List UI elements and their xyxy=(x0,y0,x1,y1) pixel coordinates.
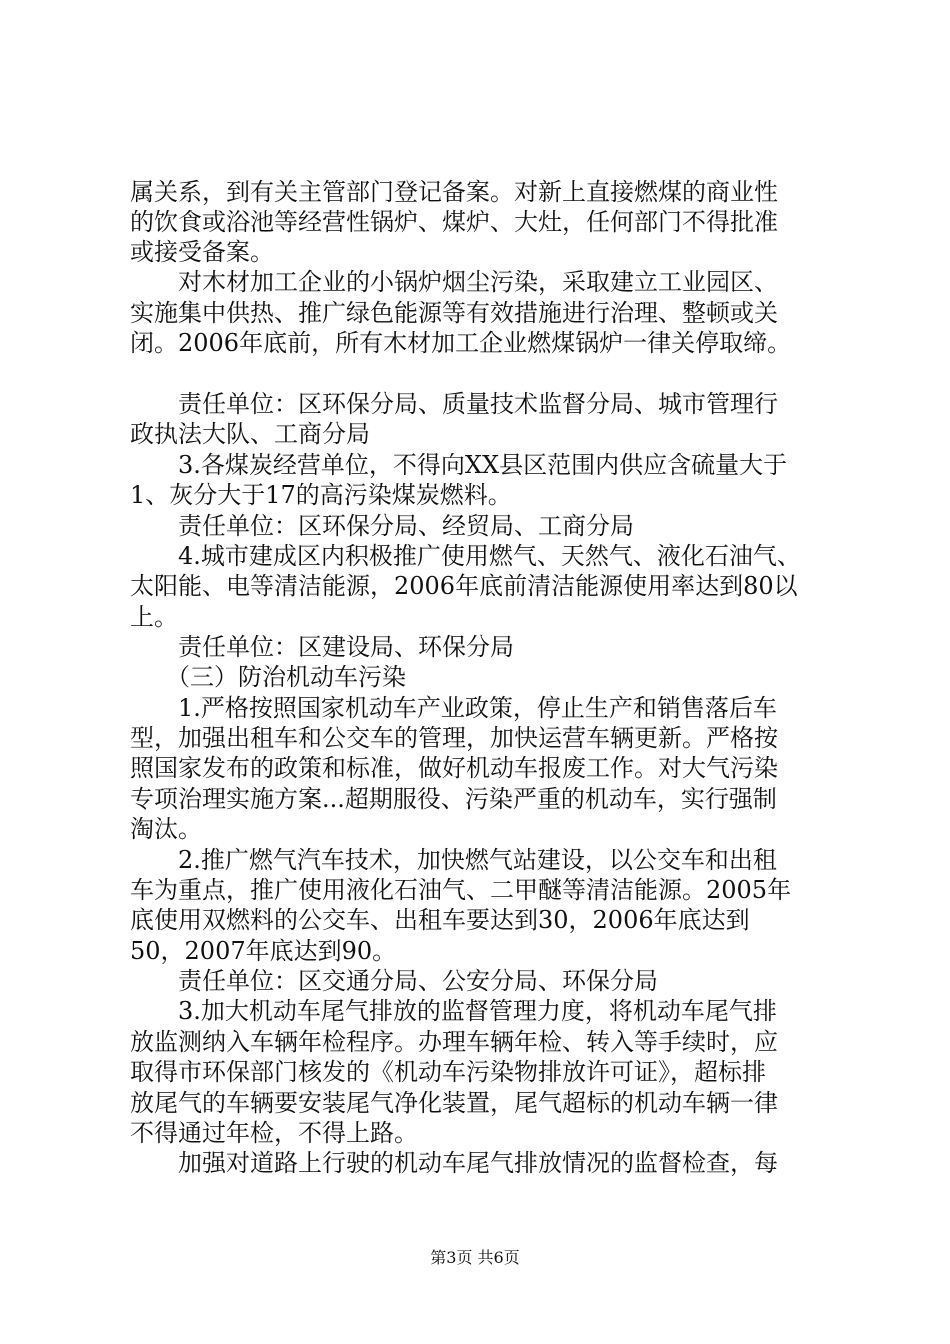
text-line: 底使用双燃料的公交车、出租车要达到30，2006年底达到 xyxy=(130,906,750,934)
text-line: 政执法大队、工商分局 xyxy=(130,420,370,448)
text-line: 上。 xyxy=(130,603,178,631)
page-number-footer: 第3页 共6页 xyxy=(430,1248,520,1267)
text-line: 太阳能、电等清洁能源，2006年底前清洁能源使用率达到80以 xyxy=(130,572,798,600)
text-line: 不得通过年检，不得上路。 xyxy=(130,1119,418,1147)
text-line: 责任单位：区环保分局、经贸局、工商分局 xyxy=(130,512,634,540)
section-heading: （三）防治机动车污染 xyxy=(130,663,406,691)
text-line: 4.城市建成区内积极推广使用燃气、天然气、液化石油气、 xyxy=(130,542,801,570)
text-line: 责任单位：区交通分局、公安分局、环保分局 xyxy=(130,967,658,995)
text-line: 实施集中供热、推广绿色能源等有效措施进行治理、整顿或关 xyxy=(130,299,778,327)
text-line: 淘汰。 xyxy=(130,815,202,843)
text-line: 放尾气的车辆要安装尾气净化装置，尾气超标的机动车辆一律 xyxy=(130,1089,778,1117)
text-line: 50，2007年底达到90。 xyxy=(130,937,397,965)
text-line: 或接受备案。 xyxy=(130,238,274,266)
text-line: 专项治理实施方案...超期服役、污染严重的机动车，实行强制 xyxy=(130,785,777,813)
text-line: 2.推广燃气汽车技术，加快燃气站建设，以公交车和出租 xyxy=(130,846,777,874)
text-line: 对木材加工企业的小锅炉烟尘污染，采取建立工业园区、 xyxy=(130,268,778,296)
text-line: 1.严格按照国家机动车产业政策，停止生产和销售落后车 xyxy=(130,694,777,722)
text-line: 责任单位：区建设局、环保分局 xyxy=(130,633,514,661)
text-line: 1、灰分大于17的高污染煤炭燃料。 xyxy=(130,481,512,509)
text-line: 责任单位：区环保分局、质量技术监督分局、城市管理行 xyxy=(130,390,778,418)
text-line: 闭。2006年底前，所有木材加工企业燃煤锅炉一律关停取缔。 xyxy=(130,329,792,357)
text-line: 型，加强出租车和公交车的管理，加快运营车辆更新。严格按 xyxy=(130,724,778,752)
text-line: 3.加大机动车尾气排放的监督管理力度，将机动车尾气排 xyxy=(130,997,777,1025)
text-line: 放监测纳入车辆年检程序。办理车辆年检、转入等手续时，应 xyxy=(130,1028,778,1056)
text-line: 的饮食或浴池等经营性锅炉、煤炉、大灶，任何部门不得批准 xyxy=(130,208,778,236)
text-line: 属关系，到有关主管部门登记备案。对新上直接燃煤的商业性 xyxy=(130,178,778,206)
text-line: 照国家发布的政策和标准，做好机动车报废工作。对大气污染 xyxy=(130,754,778,782)
text-line: 取得市环保部门核发的《机动车污染物排放许可证》，超标排 xyxy=(130,1058,766,1086)
text-line: 3.各煤炭经营单位，不得向XX县区范围内供应含硫量大于 xyxy=(130,451,788,479)
text-line: 车为重点，推广使用液化石油气、二甲醚等清洁能源。2005年 xyxy=(130,876,792,904)
text-line: 加强对道路上行驶的机动车尾气排放情况的监督检查，每 xyxy=(130,1149,778,1177)
